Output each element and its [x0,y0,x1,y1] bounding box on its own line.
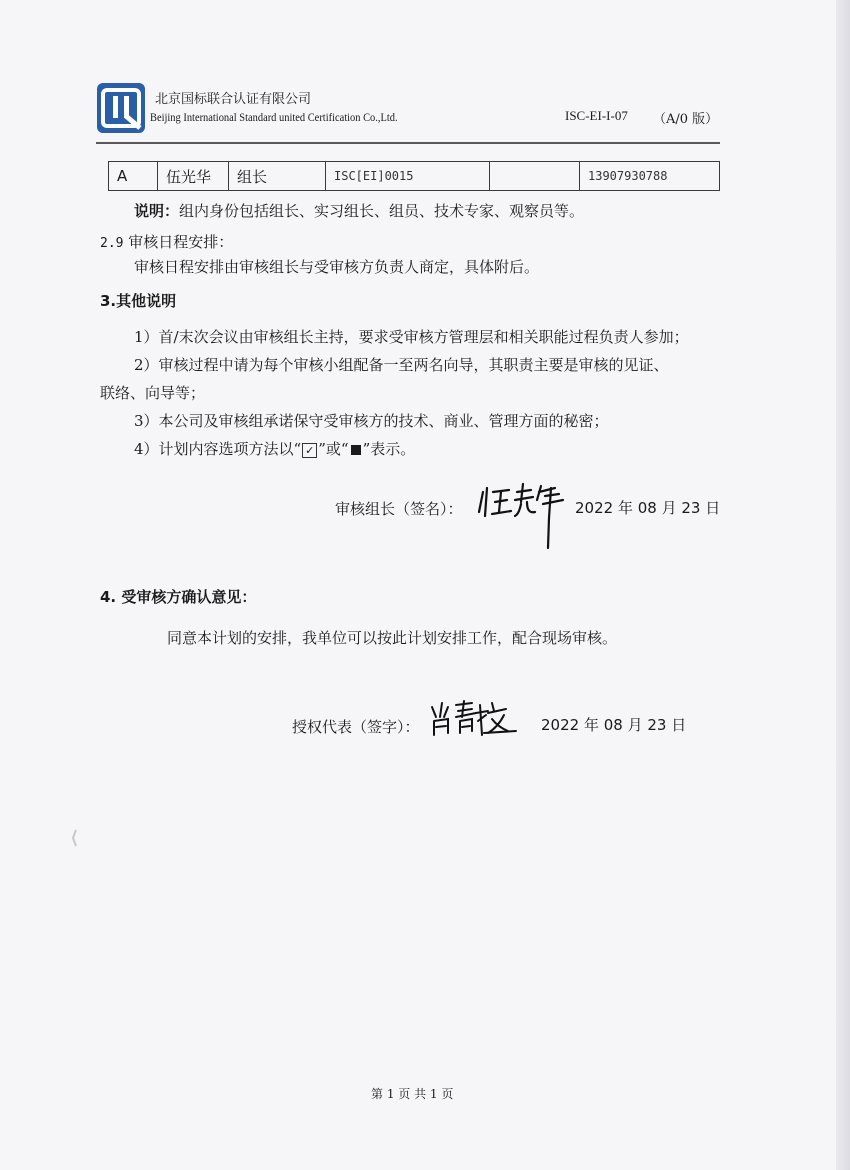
company-logo-icon [96,82,146,134]
auditee-signature-date: 2022 年 08 月 23 日 [541,716,687,734]
auditee-handwritten-signature [428,697,518,739]
section-3-item-4 [134,438,415,459]
scan-mark [70,828,82,848]
section-title: 审核日程安排： [128,233,234,251]
company-name-en: Beijing International Standard united Certification Co.,Ltd. [150,110,398,124]
table-cell-phone: 13907930788 [580,162,720,191]
section-3-item-2-continued: 联络、向导等； [100,384,206,402]
section-number: 4. [100,588,117,606]
table-note [134,200,584,221]
page-number-footer: 第 1 页 共 1 页 [371,1087,454,1101]
section-3-item-3: 3）本公司及审核组承诺保守受审核方的技术、商业、管理方面的秘密； [134,412,609,430]
note-text: 组内身份包括组长、实习组长、组员、技术专家、观察员等。 [179,202,585,220]
section-3-item-2: 2）审核过程中请为每个审核小组配备一至两名向导，其职责主要是审核的见证、 [134,356,669,374]
checked-box-icon: ✓ [302,443,317,458]
scan-edge [836,0,850,1170]
table-cell-role: 组长 [229,162,326,191]
leader-signature-label: 审核组长（签名）： [335,500,463,518]
section-3-item-1: 1）首/末次会议由审核组长主持，要求受审核方管理层和相关职能过程负责人参加； [134,328,689,346]
table-cell-empty [490,162,580,191]
item-4-prefix: 4）计划内容选项方法以“ [134,440,302,458]
section-4-body: 同意本计划的安排，我单位可以按此计划安排工作，配合现场审核。 [167,629,618,647]
document-version: （A/0 版） [653,112,719,127]
note-label: 说明： [134,202,180,220]
section-number: 3. [100,292,117,310]
section-title: 受审核方确认意见： [121,588,257,606]
item-4-middle: ”或“ [318,440,349,458]
section-2-9-body: 审核日程安排由审核组长与受审核方负责人商定，具体附后。 [134,258,540,276]
audit-team-table [108,161,720,191]
section-3-heading [100,290,176,311]
table-cell-group: A [109,162,158,191]
leader-signature-date: 2022 年 08 月 23 日 [575,499,721,517]
table-cell-registration: ISC[EI]0015 [326,162,490,191]
section-2-9-heading [100,231,233,252]
section-title: 其他说明 [116,292,177,310]
document-code: ISC-EI-I-07 [565,108,628,123]
table-row [109,162,720,191]
section-4-heading [100,586,256,607]
item-4-suffix: ”表示。 [362,440,416,458]
table-cell-name: 伍光华 [158,162,229,191]
leader-handwritten-signature [475,478,575,553]
filled-square-icon [351,445,361,455]
auditee-signature-label: 授权代表（签字）： [292,718,420,736]
header-divider [96,142,720,144]
section-number: 2.9 [100,236,124,251]
company-name-cn: 北京国标联合认证有限公司 [155,92,312,107]
